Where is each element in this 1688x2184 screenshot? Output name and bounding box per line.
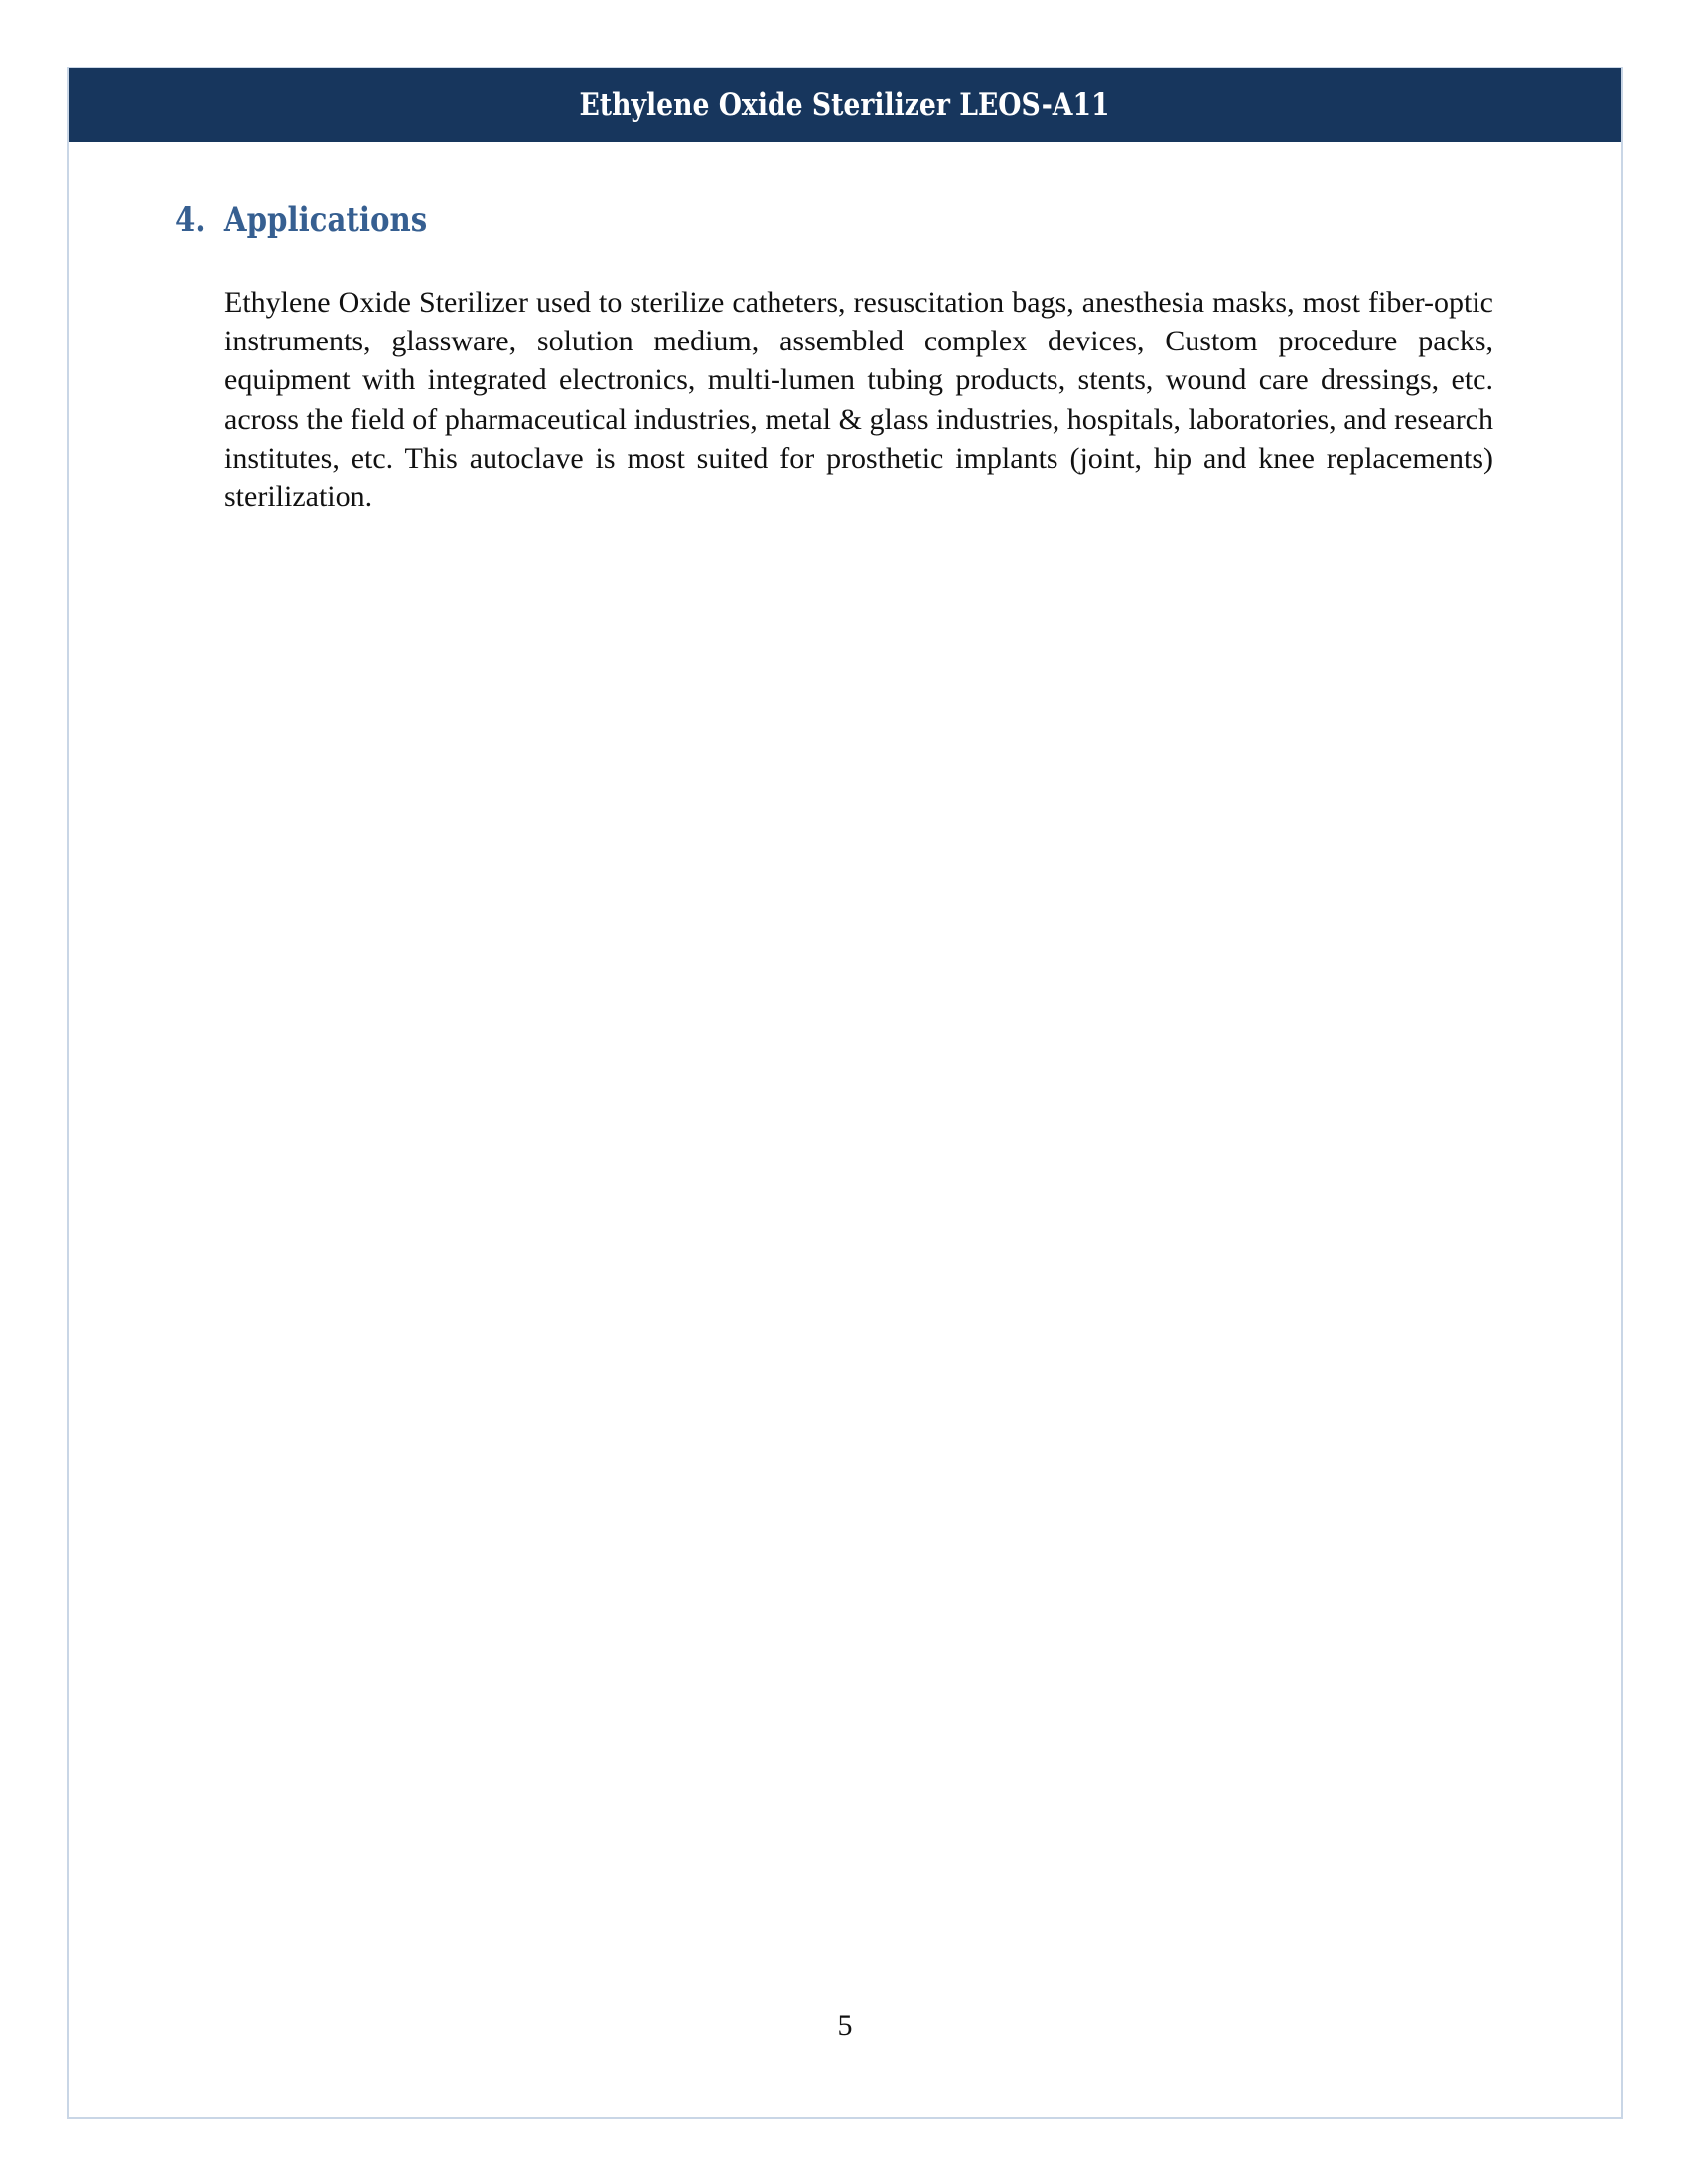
section-heading [175, 201, 427, 240]
document-title: Ethylene Oxide Sterilizer LEOS-A11 [579, 87, 1111, 123]
section-number: 4. [175, 201, 206, 240]
section-body-paragraph: Ethylene Oxide Sterilizer used to sterilize catheters, resuscitation bags, anesthesia masks, most fiber-optic instruments, glassware, solution medium, assembled complex devices, Custom procedure packs, equipment with integrated electronics, multi-lumen tubing products, stents, wound care dressings, etc. across the field of pharmaceutical industries, metal & glass industries, hospitals, laboratories, and research institutes, etc. This autoclave is most suited for prosthetic implants (joint, hip and knee replacements) sterilization. [224, 286, 1493, 514]
page-frame [67, 67, 1623, 2119]
document-header-bar [69, 68, 1621, 142]
section-title: Applications [223, 201, 428, 240]
page-number: 5 [837, 2009, 853, 2042]
